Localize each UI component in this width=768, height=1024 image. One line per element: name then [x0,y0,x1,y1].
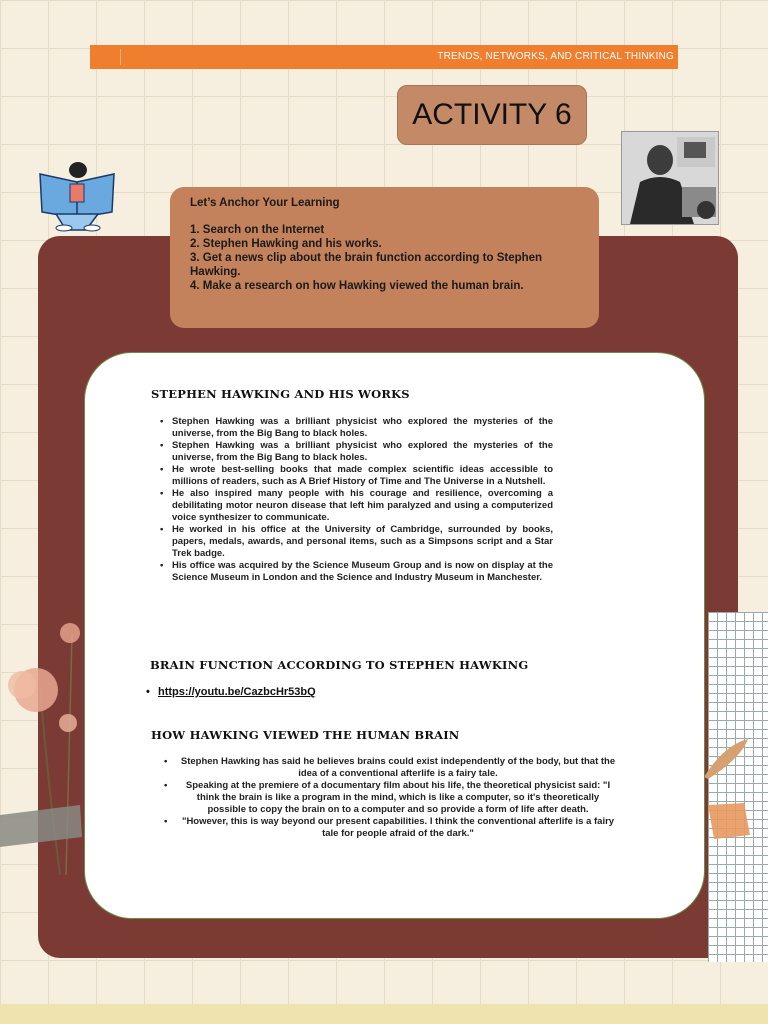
anchor-item: 2. Stephen Hawking and his works. [190,238,382,250]
activity-title: ACTIVITY 6 [412,98,572,131]
anchor-item: 3. Get a news clip about the brain function according to Stephen Hawking. [190,252,543,278]
person-reading-book-icon [36,160,118,232]
list-item: • His office was acquired by the Science Museum Group and is now on display at the Science Museum in London and the Science and Industry Museum in Manchester. [160,560,553,584]
portrait-photo [621,131,719,225]
anchor-item: 1. Search on the Internet [190,224,325,236]
bottom-band [0,1004,768,1024]
list-item: • He worked in his office at the University of Cambridge, surrounded by books, papers, medals, awards, and personal items, such as a Simpsons script and a Star Trek badge. [160,524,553,560]
hawking-works-list [160,416,553,584]
human-brain-list [178,756,618,840]
banner-text: TRENDS, NETWORKS, AND CRITICAL THINKING [437,51,674,62]
list-item: • He also inspired many people with his courage and resilience, overcoming a debilitating motor neuron disease that left him paralyzed and using a computerized voice synthesizer to communicate. [160,488,553,524]
anchor-title: Let’s Anchor Your Learning [190,197,340,209]
leaf-decoration [700,735,768,845]
list-item: • Stephen Hawking has said he believes brains could exist independently of the body, but that the idea of a conventional afterlife is a fairy tale. [178,756,618,780]
list-item: • "However, this is way beyond our present capabilities. I think the conventional afterlife is a fairy tale for people afraid of the dark." [178,816,618,840]
portrait-photo-icon [622,132,718,224]
anchor-learning-box [170,187,599,328]
section-heading-brain-function: BRAIN FUNCTION ACCORDING TO STEPHEN HAWKING [150,658,529,672]
anchor-item: 4. Make a research on how Hawking viewed the human brain. [190,280,524,292]
youtube-link[interactable]: • https://youtu.be/CazbcHr53bQ [158,686,316,698]
list-item: • Stephen Hawking was a brilliant physicist who explored the mysteries of the universe, from the Big Bang to black holes. [160,416,553,440]
section-heading-human-brain: HOW HAWKING VIEWED THE HUMAN BRAIN [151,728,460,742]
banner-divider [120,49,121,65]
section-heading-hawking-works: STEPHEN HAWKING AND HIS WORKS [151,387,410,401]
dried-flower-decoration [0,615,90,885]
list-item: • He wrote best-selling books that made complex scientific ideas accessible to millions of readers, such as A Brief History of Time and The Universe in a Nutshell. [160,464,553,488]
list-item: • Stephen Hawking was a brilliant physicist who explored the mysteries of the universe, from the Big Bang to black holes. [160,440,553,464]
header-banner [90,45,678,69]
activity-title-box [397,85,587,145]
list-item: • Speaking at the premiere of a documentary film about his life, the theoretical physicist said: "I think the brain is like a program in the mind, which is like a computer, so it's theoretically possible to copy the brain on to a computer and so provide a form of life after death. [178,780,618,816]
